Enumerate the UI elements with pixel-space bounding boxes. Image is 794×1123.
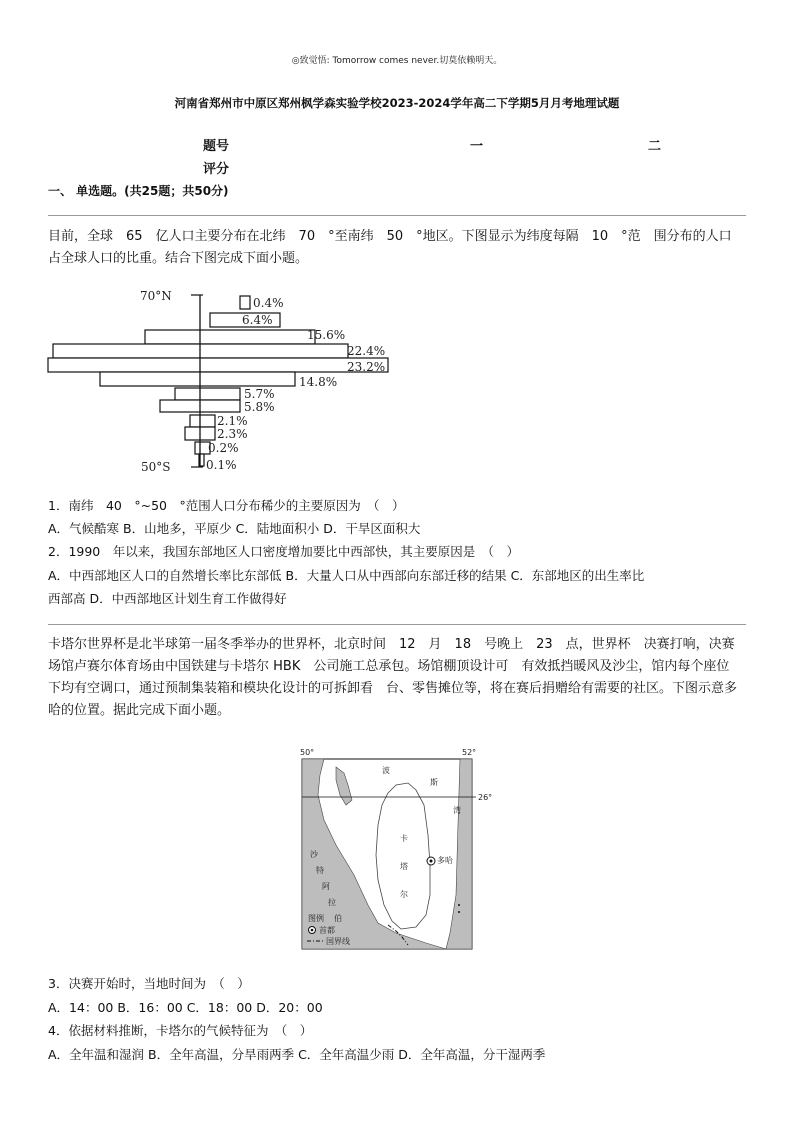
value-label: 14.8%: [299, 375, 338, 389]
city-label-doha: 多哈: [437, 856, 453, 865]
lon-label-left: 50°: [300, 748, 315, 757]
bar-10S: [190, 415, 215, 427]
score-table-header-label: 题号: [203, 139, 230, 154]
value-label: 23.2%: [347, 360, 386, 374]
saudi-label: 伯: [334, 914, 342, 923]
score-table-col-1: 一: [470, 139, 484, 154]
bar-70N: [240, 296, 250, 309]
divider: [48, 215, 746, 216]
legend-border-label: 国界线: [326, 937, 350, 946]
qatar-label: 塔: [400, 862, 408, 871]
value-label: 2.3%: [217, 427, 248, 441]
value-label: 0.1%: [206, 458, 237, 472]
saudi-label: 拉: [328, 898, 336, 907]
legend-capital-label: 首都: [319, 926, 335, 935]
saudi-label: 阿: [322, 882, 330, 891]
question-1-options: A．气候酷寒 B．山地多，平原少 C．陆地面积小 D．干旱区面积大: [48, 521, 421, 536]
question-1-stem: 1．南纬 40 °~50 °范围人口分布稀少的主要原因为 （ ）: [48, 498, 405, 513]
question-4-stem: 4．依据材料推断，卡塔尔的气候特征为 （ ）: [48, 1023, 313, 1038]
bar-50N: [145, 330, 315, 344]
question-4-options: A．全年温和湿润 B．全年高温，分旱雨两季 C．全年高温少雨 D．全年高温，分干湿两季: [48, 1047, 546, 1062]
lon-label-right: 52°: [462, 748, 477, 757]
gulf-label: 湾: [453, 806, 461, 815]
question-3-stem: 3．决赛开始时，当地时间为 （ ）: [48, 976, 250, 991]
passage-2: 卡塔尔世界杯是北半球第一届冬季举办的世界杯，北京时间 12 月 18 号晚上 23 点，世界杯 决赛打响，决赛场馆卢赛尔体育场由中国铁建与卡塔尔 HBK 公司施工总承包。场馆棚顶设计可 有效抵挡暖风及沙尘，馆内每个座位下均有空调口，通过预制集装箱和模块化设计的可拆卸看 台、零售摊位等，将在赛后捐赠给有需要的社区。下图示意多哈的位置。据此完成下面小题。: [48, 637, 738, 718]
gulf-label: 波: [382, 766, 390, 775]
value-label: 15.6%: [307, 328, 346, 342]
bar-10N: [175, 388, 240, 400]
value-label: 22.4%: [347, 344, 386, 358]
south-label: 50°S: [141, 460, 171, 474]
value-label: 0.4%: [253, 296, 284, 310]
question-2-options-line-1: A．中西部地区人口的自然增长率比东部低 B．大量人口从中西部向东部迁移的结果 C．东部地区的出生率比: [48, 568, 645, 583]
gulf-label: 斯: [430, 778, 438, 787]
saudi-label: 沙: [310, 850, 318, 859]
document-title: 河南省郑州市中原区郑州枫学森实验学校2023-2024学年高二下学期5月月考地理试题: [174, 96, 620, 110]
watermark: ◎致觉悟: Tomorrow comes never.切莫依赖明天。: [291, 56, 503, 66]
bar-30N: [48, 358, 388, 372]
score-table-col-2: 二: [648, 139, 662, 154]
qatar-label: 尔: [400, 890, 408, 899]
passage-1: 目前，全球 65 亿人口主要分布在北纬 70 °至南纬 50 °地区。下图显示为纬度每隔 10 °范 围分布的人口占全球人口的比重。结合下图完成下面小题。: [48, 229, 732, 266]
qatar-label: 卡: [400, 834, 408, 843]
value-label: 5.8%: [244, 400, 275, 414]
divider: [48, 624, 746, 625]
qatar-map: [296, 745, 493, 950]
legend-title: 图例: [308, 914, 324, 923]
value-label: 0.2%: [208, 441, 239, 455]
north-label: 70°N: [140, 289, 172, 303]
question-2-options-line-2: 西部高 D．中西部地区计划生育工作做得好: [48, 591, 287, 606]
lat-label: 26°: [478, 793, 493, 802]
value-label: 6.4%: [242, 313, 273, 327]
question-3-options: A．14：00 B．16：00 C．18：00 D．20：00: [48, 1000, 323, 1015]
section-heading: 一、 单选题。(共25题；共50分): [48, 184, 229, 198]
question-2-stem: 2．1990 年以来，我国东部地区人口密度增加要比中西部快，其主要原因是 （ ）: [48, 544, 520, 559]
score-table-score-label: 评分: [203, 162, 230, 177]
bar-20N: [100, 372, 295, 386]
population-latitude-chart: [45, 285, 405, 475]
saudi-label: 特: [316, 866, 324, 875]
value-label: 2.1%: [217, 414, 248, 428]
value-label: 5.7%: [244, 387, 275, 401]
